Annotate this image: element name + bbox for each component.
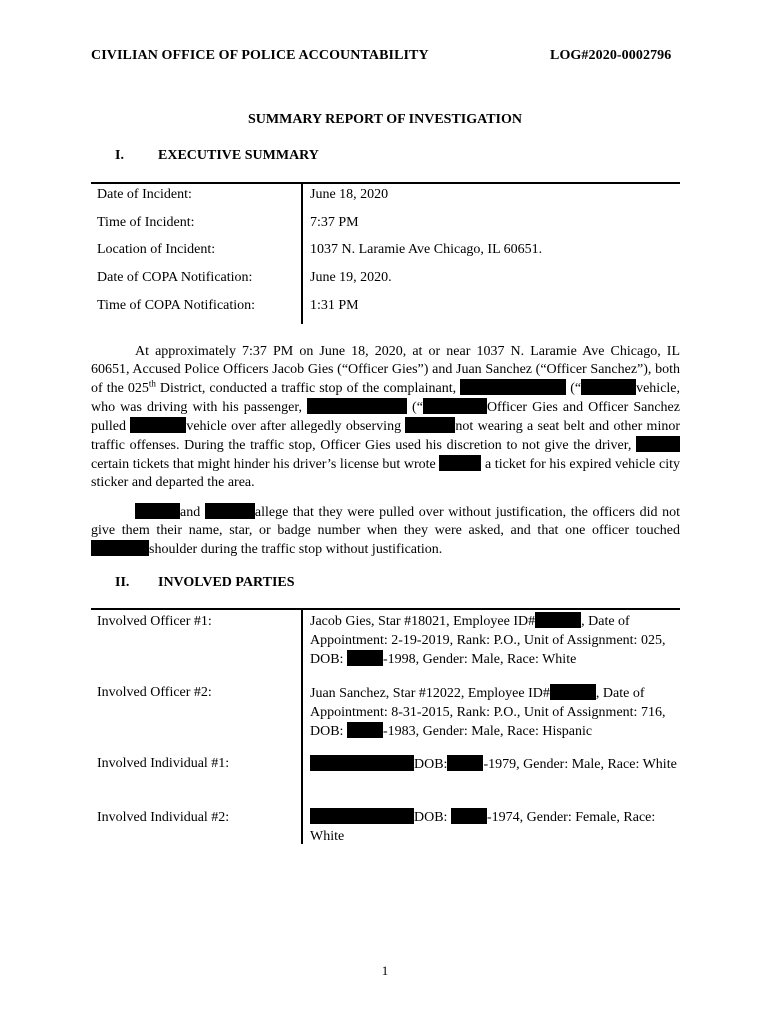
incident-time-value: 7:37 PM [310, 215, 359, 230]
para-text: At approximately 7:37 PM on June 18, 2020, at or near 1037 N. Laramie Ave Chicago, IL 60651, Accused Police Officers Jacob Gies (“Officer Gies”) and Juan Sanchez (“Officer Sanchez”), both of the 025 [91, 344, 680, 396]
redaction-block [439, 455, 481, 471]
table-divider [301, 182, 303, 324]
incident-date-value: June 18, 2020 [310, 187, 389, 202]
notification-time-value: 1:31 PM [310, 298, 359, 313]
para-text: (“ [407, 400, 423, 415]
redaction-block [347, 722, 383, 738]
officer-1-label: Involved Officer #1: [97, 614, 212, 629]
agency-header: CIVILIAN OFFICE OF POLICE ACCOUNTABILITY [91, 48, 429, 63]
individual-1-details [310, 755, 680, 775]
para-text: vehicle over after allegedly observing [186, 419, 406, 434]
individual-1-label: Involved Individual #1: [97, 756, 230, 771]
incident-time-label: Time of Incident: [97, 215, 195, 230]
redaction-block [451, 808, 487, 824]
party-text: DOB: [414, 810, 451, 825]
para-text: Officer Gies and Officer Sanchez pulled [91, 400, 680, 434]
officer-1-details [310, 612, 680, 670]
redaction-block [310, 755, 414, 771]
redaction-block [447, 755, 483, 771]
party-text: , Date of Appointment: 8-31-2015, Rank: P.O., Unit of Assignment: 716, DOB: [310, 686, 666, 739]
incident-location-label: Location of Incident: [97, 242, 216, 257]
redaction-block [310, 808, 414, 824]
redaction-block [130, 417, 186, 433]
log-number: LOG#2020-0002796 [550, 48, 672, 63]
para-text: certain tickets that might hinder his driver’s license but wrote [91, 457, 440, 472]
individual-2-label: Involved Individual #2: [97, 810, 230, 825]
section-title: EXECUTIVE SUMMARY [158, 148, 319, 163]
incident-date-label: Date of Incident: [97, 187, 192, 202]
ordinal-suffix: th [148, 378, 156, 389]
redaction-block [423, 398, 487, 414]
redaction-block [636, 436, 680, 452]
para-text: vehicle, who was driving with his passenger, [91, 381, 681, 415]
para-text: District, conducted a traffic stop of the complainant, [155, 381, 461, 396]
party-text: , Date of Appointment: 2-19-2019, Rank: P.O., Unit of Assignment: 025, DOB: [310, 614, 666, 667]
para-text: and [180, 505, 205, 520]
report-title: SUMMARY REPORT OF INVESTIGATION [248, 112, 522, 127]
redaction-block [347, 650, 383, 666]
notification-time-label: Time of COPA Notification: [97, 298, 256, 313]
para-text: not wearing a seat belt and other minor traffic offenses. During the traffic stop, Officer Gies used his discretion to not give the driver, [91, 419, 681, 453]
summary-paragraph-1 [91, 343, 680, 492]
parties-table-top-rule [91, 608, 680, 610]
party-text: Juan Sanchez, Star #12022, Employee ID# [310, 686, 550, 701]
redaction-block [91, 540, 149, 556]
para-text: shoulder during the traffic stop without justification. [149, 542, 443, 557]
summary-paragraph-2 [91, 503, 680, 559]
section-title: INVOLVED PARTIES [158, 575, 295, 590]
redaction-block [550, 684, 596, 700]
redaction-block [135, 503, 180, 519]
notification-date-label: Date of COPA Notification: [97, 270, 253, 285]
section-heading-involved-parties [115, 575, 515, 595]
parties-table-divider [301, 608, 303, 844]
redaction-block [307, 398, 407, 414]
party-text: -1974, Gender: Female, Race: White [310, 810, 656, 844]
redaction-block [535, 612, 581, 628]
party-text: -1983, Gender: Male, Race: Hispanic [382, 724, 593, 739]
officer-2-label: Involved Officer #2: [97, 685, 212, 700]
page-number: 1 [381, 963, 389, 978]
para-text: (“ [566, 381, 582, 396]
para-text: a ticket for his expired vehicle city sticker and departed the area. [91, 457, 680, 490]
incident-location-value: 1037 N. Laramie Ave Chicago, IL 60651. [310, 242, 543, 257]
redaction-block [405, 417, 455, 433]
party-text: Jacob Gies, Star #18021, Employee ID# [310, 614, 536, 629]
section-number: I. [115, 148, 124, 163]
redaction-block [581, 379, 636, 395]
party-text: -1979, Gender: Male, Race: White [483, 757, 677, 772]
individual-2-details [310, 808, 680, 846]
section-number: II. [115, 575, 130, 590]
party-text: DOB: [414, 757, 448, 772]
officer-2-details [310, 684, 680, 742]
notification-date-value: June 19, 2020. [310, 270, 392, 285]
section-heading-executive-summary [115, 148, 515, 168]
table-top-rule [91, 182, 680, 184]
party-text: -1998, Gender: Male, Race: White [382, 652, 577, 667]
redaction-block [460, 379, 566, 395]
redaction-block [205, 503, 255, 519]
para-text: allege that they were pulled over without justification, the officers did not give them their name, star, or badge number when they were asked, and that one officer touched [91, 505, 681, 538]
